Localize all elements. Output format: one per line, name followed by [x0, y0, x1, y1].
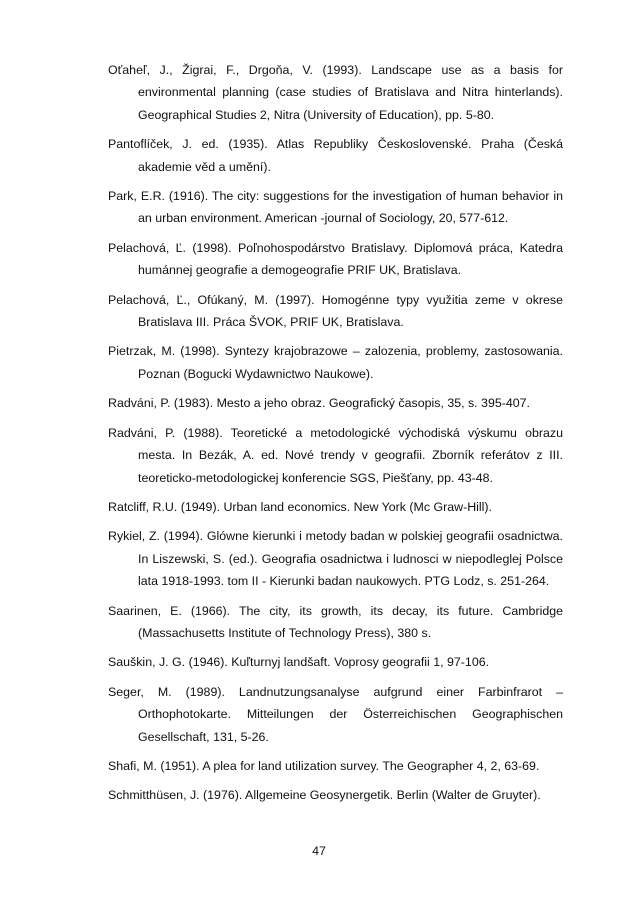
- reference-entry-shafi: Shafi, M. (1951). A plea for land utilization survey. The Geographer 4, 2, 63-69.: [108, 758, 540, 773]
- reference-entry-sauskin: Sauškin, J. G. (1946). Kuľturnyj landšaft. Voprosy geografii 1, 97-106.: [108, 655, 490, 670]
- reference-entry-ratcliff: Ratcliff, R.U. (1949). Urban land economics. New York (Mc Graw-Hill).: [108, 499, 492, 514]
- page-number: 47: [312, 844, 326, 858]
- reference-entry-pantoflicek: Pantoflíček, J. ed. (1935). Atlas Republiky Československé. Praha (Česká akademie věd a umění).: [108, 137, 563, 174]
- reference-entry-pelachova-1997: Pelachová, Ľ., Ofúkaný, M. (1997). Homogénne typy využitia zeme v okrese Bratislava III. Práca ŠVOK, PRIF UK, Bratislava.: [108, 292, 563, 330]
- reference-entry-saarinen: Saarinen, E. (1966). The city, its growth, its decay, its future. Cambridge (Massachusetts Institute of Technology Press), 380 s.: [108, 603, 563, 640]
- reference-entry-seger: Seger, M. (1989). Landnutzungsanalyse aufgrund einer Farbinfrarot – Orthophotokarte. Mitteilungen der Österreichischen Geographischen Gesellschaft, 131, 5-26.: [108, 684, 563, 744]
- reference-entry-park: Park, E.R. (1916). The city: suggestions for the investigation of human behavior in an urban environment. American -journal of Sociology, 20, 577-612.: [108, 189, 563, 226]
- reference-entry-otahel: Oťaheľ, J., Žigrai, F., Drgoňa, V. (1993). Landscape use as a basis for environmental planning (case studies of Bratislava and Nitra hinterlands). Geographical Studies 2, Nitra (University of Education), pp. 5-80.: [108, 63, 563, 122]
- reference-entry-pietrzak: Pietrzak, M. (1998). Syntezy krajobrazowe – zalozenia, problemy, zastosowania. Poznan (Bogucki Wydawnictwo Naukowe).: [108, 344, 563, 381]
- reference-entry-pelachova-1998: Pelachová, Ľ. (1998). Poľnohospodárstvo Bratislavy. Diplomová práca, Katedra humánnej geografie a demogeografie PRIF UK, Bratislava.: [108, 240, 563, 278]
- reference-entry-schmitthusen: Schmitthüsen, J. (1976). Allgemeine Geosynergetik. Berlin (Walter de Gruyter).: [108, 788, 541, 803]
- reference-list: [108, 59, 563, 814]
- reference-entry-rykiel: Rykiel, Z. (1994). Glówne kierunki i metody badan w polskiej geografii osadnictwa. In Liszewski, S. (ed.). Geografia osadnictwa i ludnosci w niepodleglej Polsce lata 1918-1993. tom II - Kierunki badan naukowych. PTG Lodz, s. 251-264.: [108, 529, 563, 589]
- reference-entry-radvani-1988: Radváni, P. (1988). Teoretické a metodologické východiská výskumu obrazu mesta. In Bezák, A. ed. Nové trendy v geografii. Zborník referátov z III. teoreticko-metodologickej konferencie SGS, Piešťany, pp. 43-48.: [108, 425, 563, 485]
- reference-entry-radvani-1983: Radváni, P. (1983). Mesto a jeho obraz. Geografický časopis, 35, s. 395-407.: [108, 396, 530, 411]
